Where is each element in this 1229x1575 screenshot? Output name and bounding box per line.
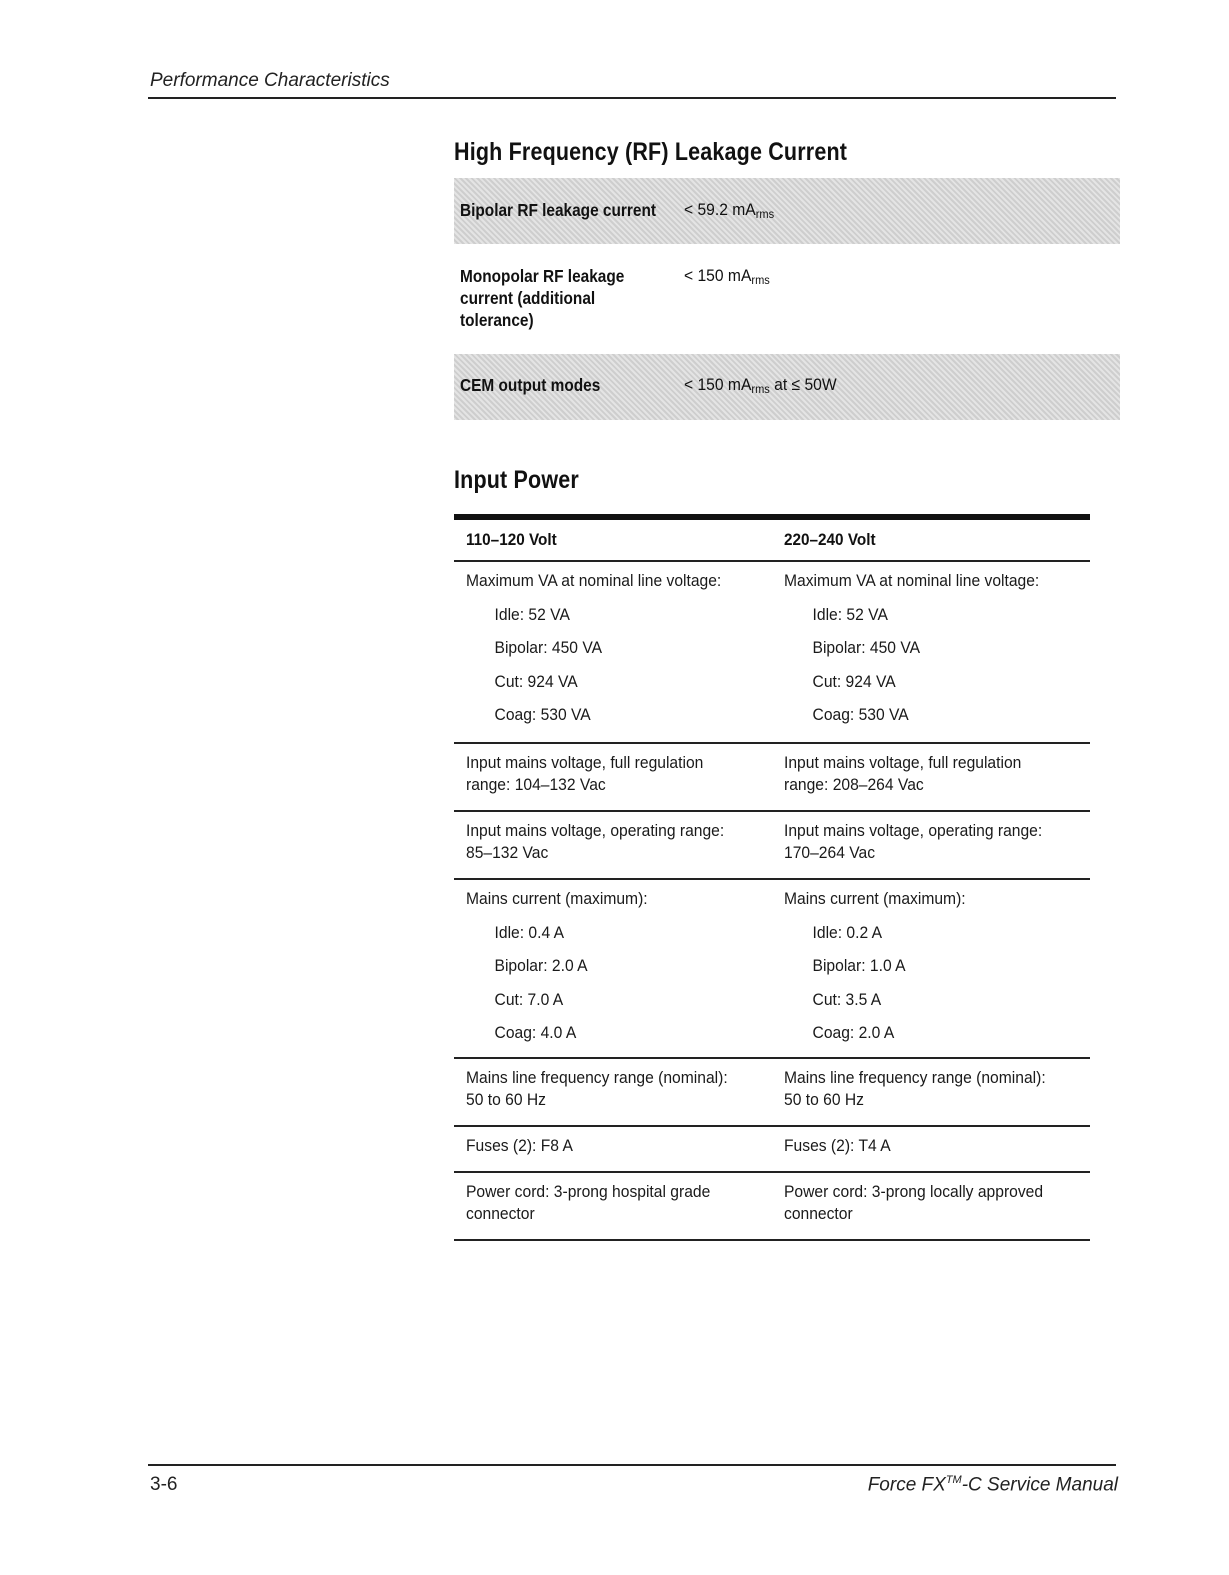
table-cell: Input mains voltage, full regulation range: 208–264 Vac — [784, 753, 1022, 794]
column-header-110v: 110–120 Volt — [466, 530, 557, 549]
table-cell: Power cord: 3-prong hospital grade connector — [466, 1182, 711, 1223]
table-cell: Mains current (maximum): Idle: 0.2 A Bipolar: 1.0 A Cut: 3.5 A Coag: 2.0 A — [784, 889, 966, 1043]
table-header-row — [454, 514, 1090, 562]
table-row-power-cord — [454, 1173, 1090, 1241]
table-row-operating-range — [454, 812, 1090, 880]
table-cell: Fuses (2): T4 A — [784, 1136, 891, 1155]
table-cell: Input mains voltage, operating range: 85–132 Vac — [466, 821, 725, 862]
table-row-mains-current — [454, 880, 1090, 1059]
input-power-table — [454, 514, 1090, 1241]
table-cell: Maximum VA at nominal line voltage: Idle: 52 VA Bipolar: 450 VA Cut: 924 VA Coag: 530 VA — [784, 571, 1040, 725]
rf-leakage-heading: High Frequency (RF) Leakage Current — [454, 138, 848, 166]
leak-label: Bipolar RF leakage current — [460, 200, 656, 220]
leak-label: CEM output modes — [460, 375, 601, 395]
table-cell: Mains line frequency range (nominal): 50 to 60 Hz — [466, 1068, 728, 1109]
table-cell: Power cord: 3-prong locally approved connector — [784, 1182, 1044, 1223]
footer-rule — [148, 1464, 1116, 1466]
leak-value: < 59.2 $mA_{rms}$ — [684, 200, 775, 221]
table-cell: Maximum VA at nominal line voltage: Idle: 52 VA Bipolar: 450 VA Cut: 924 VA Coag: 530 VA — [466, 571, 722, 725]
manual-title: Force FX™-C Service Manual — [867, 1474, 1118, 1496]
table-cell: Mains line frequency range (nominal): 50 to 60 Hz — [784, 1068, 1046, 1109]
page-number: 3-6 — [150, 1474, 178, 1495]
table-row-max-va — [454, 562, 1090, 744]
header-rule — [148, 97, 1116, 99]
leak-row-bipolar — [454, 178, 1120, 244]
table-cell: Fuses (2): F8 A — [466, 1136, 573, 1155]
table-cell: Input mains voltage, operating range: 170–264 Vac — [784, 821, 1043, 862]
leak-value: < 150 $mA_{rms}$ — [684, 266, 770, 287]
table-row-line-frequency — [454, 1059, 1090, 1127]
table-cell: Input mains voltage, full regulation range: 104–132 Vac — [466, 753, 704, 794]
running-header: Performance Characteristics — [150, 70, 390, 91]
leak-label: Monopolar RF leakage current (additional tolerance) — [460, 266, 625, 330]
input-power-heading: Input Power — [454, 466, 579, 494]
table-row-fuses — [454, 1127, 1090, 1173]
leak-value: < 150 $mA_{rms}$ at ≤ 50W — [684, 375, 837, 396]
leak-row-cem — [454, 354, 1120, 420]
leak-row-monopolar — [454, 264, 1120, 336]
table-row-full-regulation — [454, 744, 1090, 812]
column-header-220v: 220–240 Volt — [784, 530, 876, 549]
table-cell: Mains current (maximum): Idle: 0.4 A Bipolar: 2.0 A Cut: 7.0 A Coag: 4.0 A — [466, 889, 648, 1043]
